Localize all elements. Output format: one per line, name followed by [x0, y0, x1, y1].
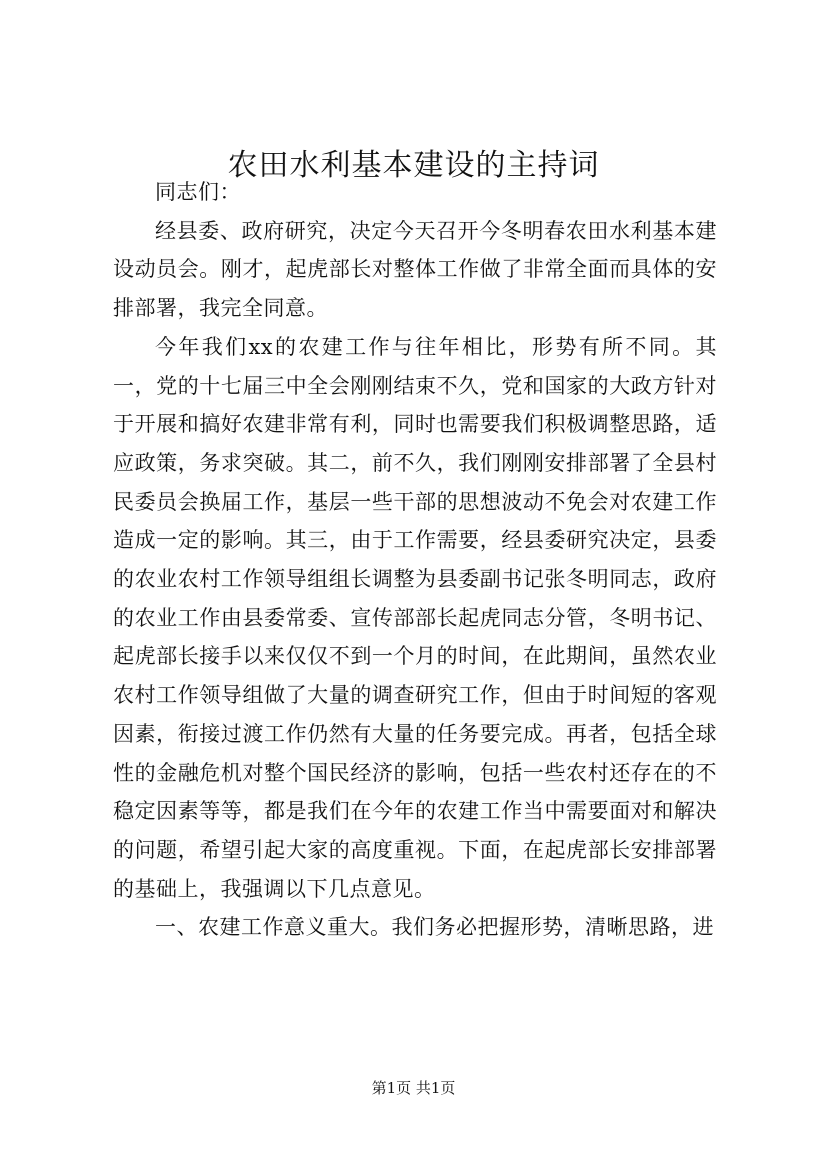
document-title: 农田水利基本建设的主持词 — [227, 148, 600, 183]
salutation: 同志们： — [155, 180, 241, 204]
document-body — [113, 173, 717, 947]
paragraph-1: 经县委、政府研究，决定今天召开今冬明春农田水利基本建设动员会。刚才，起虎部长对整体工作做了非常全面而具体的安排部署，我完全同意。 — [113, 218, 717, 321]
paragraph-2: 今年我们xx的农建工作与往年相比，形势有所不同。其一，党的十七届三中全会刚刚结束不久，党和国家的大政方针对于开展和搞好农建非常有利，同时也需要我们积极调整思路，适应政策，务求突破。其二，前不久，我们刚刚安排部署了全县村民委员会换届工作，基层一些干部的思想波动不免会对农建工作造成一定的影响。其三，由于工作需要，经县委研究决定，县委的农业农村工作领导组组长调整为县委副书记张冬明同志，政府的农业工作由县委常委、宣传部部长起虎同志分管，冬明书记、起虎部长接手以来仅仅不到一个月的时间，在此期间，虽然农业农村工作领导组做了大量的调查研究工作，但由于时间短的客观因素，衔接过渡工作仍然有大量的任务要完成。再者，包括全球性的金融危机对整个国民经济的影响，包括一些农村还存在的不稳定因素等等，都是我们在今年的农建工作当中需要面对和解决的问题，希望引起大家的高度重视。下面，在起虎部长安排部署的基础上，我强调以下几点意见。 — [113, 334, 717, 901]
paragraph-3: 一、农建工作意义重大。我们务必把握形势，清晰思路，进 — [155, 915, 714, 940]
page-footer — [0, 1078, 827, 1098]
page-number-label: 第1页 共1页 — [371, 1079, 456, 1097]
